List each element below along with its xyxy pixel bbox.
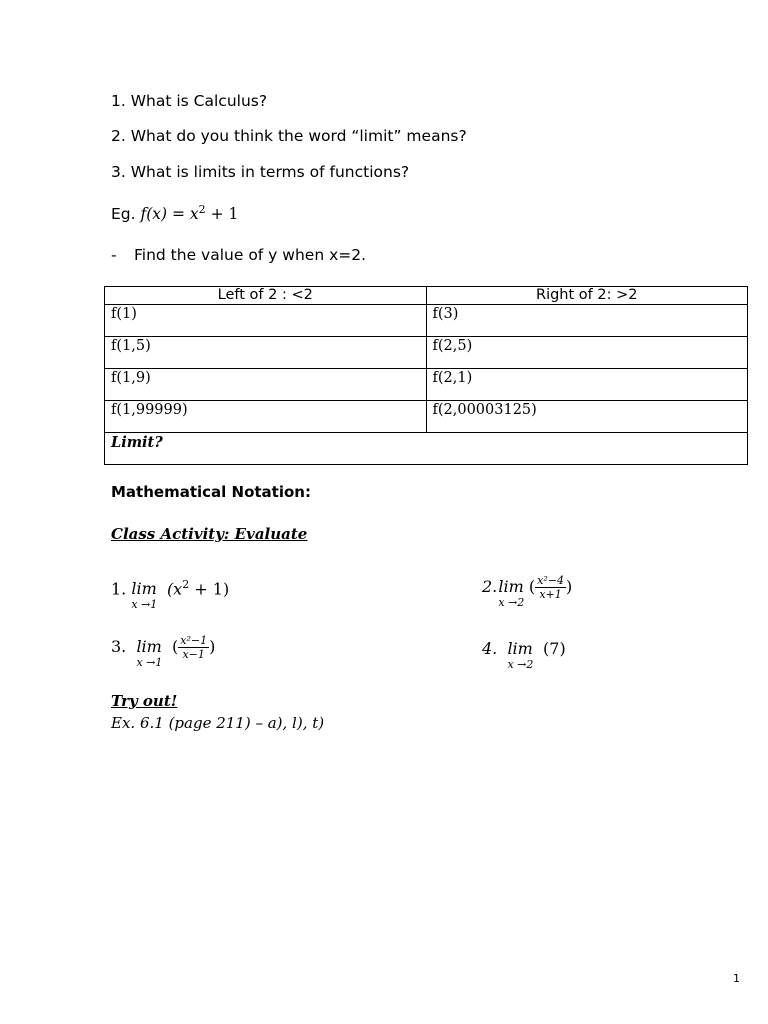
table-row: [105, 401, 748, 433]
lim-subscript: x →1: [131, 598, 158, 612]
lim-subscript: x →2: [498, 596, 525, 609]
expr-a: (x: [166, 579, 183, 599]
lim-operator: [498, 577, 525, 609]
table-limit-row: [105, 433, 748, 465]
expr-exp: 2: [182, 578, 190, 591]
table-cell: f(3): [426, 305, 748, 337]
exercise-1: [111, 578, 230, 612]
notation-heading: Mathematical Notation:: [111, 483, 311, 501]
table-row: [105, 305, 748, 337]
table-header-left: Left of 2 : <2: [105, 287, 427, 305]
lim-operator: [131, 579, 158, 612]
question-2: 2. What do you think the word “limit” means?: [111, 127, 467, 145]
bullet-text: Find the value of y when x=2.: [134, 246, 367, 264]
table-row: [105, 369, 748, 401]
paren-open: (: [172, 637, 179, 656]
paren-open: (: [528, 577, 536, 596]
bullet-dash: -: [111, 246, 117, 264]
page-number: 1: [733, 972, 740, 985]
example-prefix: Eg.: [111, 205, 141, 224]
example-rhs: + 1: [205, 205, 239, 224]
example-exp: 2: [198, 203, 206, 216]
fraction: [178, 634, 209, 661]
fraction-denominator: x+1: [539, 588, 562, 601]
fraction-numerator: x²−1: [180, 634, 208, 647]
paren-close: ): [209, 637, 216, 656]
table-cell: f(1,5): [105, 337, 427, 369]
exercise-number: 2.: [482, 577, 498, 596]
exercise-number: 4.: [482, 639, 498, 658]
paren-close: ): [565, 577, 573, 596]
question-1: 1. What is Calculus?: [111, 92, 268, 110]
fraction: [535, 574, 566, 601]
table-row: [105, 337, 748, 369]
table-header-row: [105, 287, 748, 305]
limit-cell: Limit?: [105, 433, 748, 465]
lim-operator: [136, 637, 163, 669]
table-cell: f(1,99999): [105, 401, 427, 433]
try-out-title: Try out!: [111, 692, 178, 710]
question-3: 3. What is limits in terms of functions?: [111, 163, 410, 181]
limit-table: [104, 286, 748, 465]
exercise-4: [482, 639, 566, 671]
exercise-number: 3.: [111, 637, 127, 656]
exercise-2: [482, 574, 573, 609]
lim-text: lim: [131, 579, 157, 599]
activity-title: Class Activity: Evaluate: [111, 525, 308, 543]
lim-subscript: x →1: [136, 656, 163, 669]
try-out-text: Ex. 6.1 (page 211) – a), l), t): [111, 714, 325, 732]
exercise-number: 1.: [111, 579, 127, 599]
table-cell: f(2,5): [426, 337, 748, 369]
table-cell: f(2,1): [426, 369, 748, 401]
table-cell: f(1,9): [105, 369, 427, 401]
exercise-3: [111, 634, 216, 669]
example-line: [111, 203, 238, 223]
lim-operator: [507, 639, 534, 671]
fraction-denominator: x−1: [182, 648, 205, 661]
expr: (7): [543, 639, 566, 658]
fraction-numerator: x²−4: [537, 574, 564, 587]
expr-b: + 1): [189, 579, 230, 599]
lim-text: lim: [136, 637, 162, 656]
table-cell: f(2,00003125): [426, 401, 748, 433]
table-cell: f(1): [105, 305, 427, 337]
lim-text: lim: [498, 577, 524, 596]
lim-text: lim: [507, 639, 533, 658]
example-lhs: f(x) = x: [140, 205, 199, 224]
table-header-right: Right of 2: >2: [426, 287, 748, 305]
lim-subscript: x →2: [507, 658, 534, 671]
